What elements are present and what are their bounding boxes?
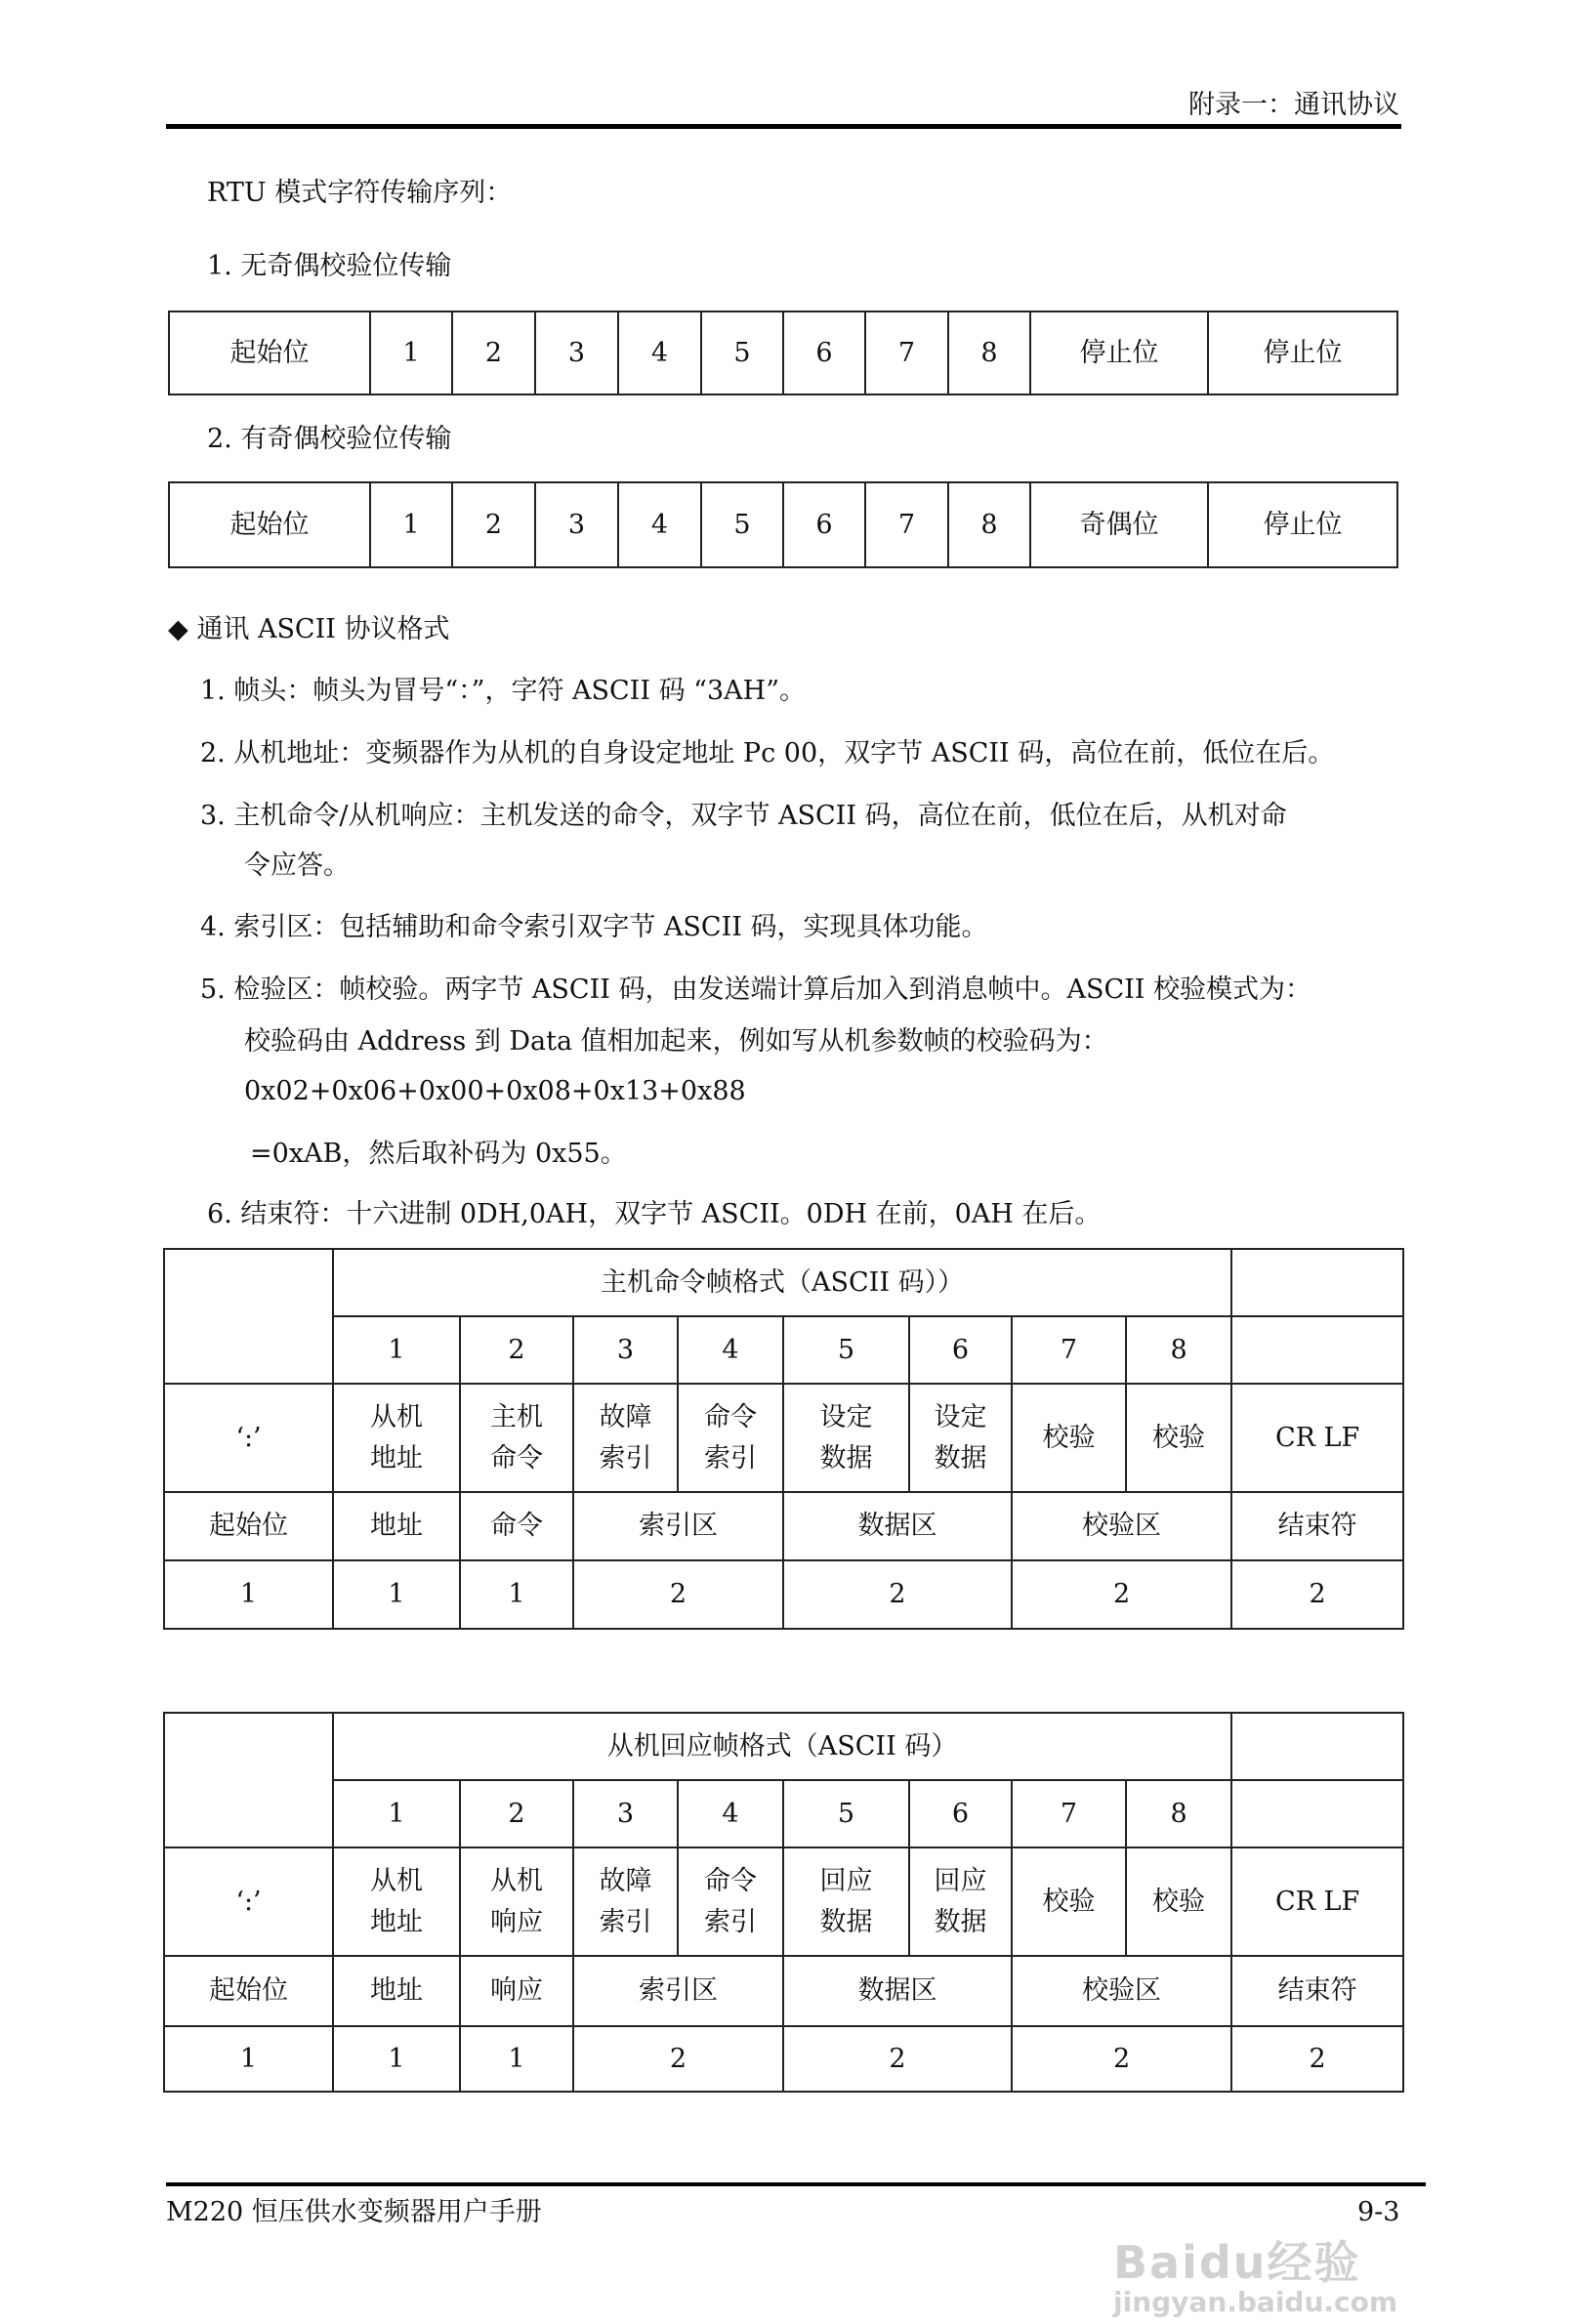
colon-cell: ‘:’ [164, 1847, 333, 1956]
cell-bit: 3 [535, 482, 618, 567]
empty-cell [164, 1249, 333, 1384]
cell-start-bit: 起始位 [169, 311, 370, 394]
empty-cell [164, 1713, 333, 1847]
byte-number: 8 [1126, 1780, 1231, 1847]
length-cell: 2 [783, 1560, 1012, 1629]
byte-number: 3 [573, 1780, 678, 1847]
length-cell: 2 [1012, 1560, 1231, 1629]
cell-stop-bit: 停止位 [1208, 482, 1397, 567]
cell-bit: 3 [535, 311, 618, 394]
zone-cell: 命令 [460, 1492, 573, 1560]
ascii-item-continued: 校验码由 Address 到 Data 值相加起来，例如写从机参数帧的校验码为： [244, 1026, 1108, 1057]
field-cell: 主机 命令 [460, 1384, 573, 1492]
field-cell: 校验 [1012, 1847, 1126, 1956]
zone-cell: 结束符 [1231, 1492, 1403, 1560]
cell-bit: 8 [948, 311, 1030, 394]
length-cell: 1 [460, 1560, 573, 1629]
checksum-formula: 0x02+0x06+0x00+0x08+0x13+0x88 [244, 1076, 746, 1106]
cell-parity-bit: 奇偶位 [1030, 482, 1208, 567]
byte-number: 6 [909, 1780, 1012, 1847]
cell-start-bit: 起始位 [169, 482, 370, 567]
field-cell: 从机 地址 [333, 1847, 460, 1956]
length-cell: 1 [460, 2026, 573, 2092]
field-cell: 从机 响应 [460, 1847, 573, 1956]
length-cell: 1 [333, 1560, 460, 1629]
cell-bit: 8 [948, 482, 1030, 567]
cell-bit: 4 [618, 482, 701, 567]
byte-number: 6 [909, 1316, 1012, 1384]
field-cell: 设定 数据 [909, 1384, 1012, 1492]
empty-cell [1231, 1249, 1403, 1316]
byte-number: 4 [678, 1316, 783, 1384]
zone-cell: 数据区 [783, 1492, 1012, 1560]
byte-number: 2 [460, 1780, 573, 1847]
crlf-cell: CR LF [1231, 1384, 1403, 1492]
rtu-no-parity-label: 1. 无奇偶校验位传输 [207, 251, 452, 281]
colon-cell: ‘:’ [164, 1384, 333, 1492]
zone-cell: 数据区 [783, 1956, 1012, 2026]
ascii-item: 5. 检验区：帧校验。两字节 ASCII 码，由发送端计算后加入到消息帧中。ASCII 校验模式为： [200, 975, 1312, 1005]
ascii-item: 1. 帧头：帧头为冒号“：”，字符 ASCII 码 “3AH”。 [200, 676, 807, 706]
rtu-with-parity-table [168, 481, 1398, 568]
rtu-with-parity-label: 2. 有奇偶校验位传输 [207, 424, 452, 454]
field-cell: 故障 索引 [573, 1847, 678, 1956]
zone-cell: 校验区 [1012, 1956, 1231, 2026]
empty-cell [1231, 1780, 1403, 1847]
footer-manual-title: M220 恒压供水变频器用户手册 [166, 2197, 542, 2227]
ascii-item: 2. 从机地址：变频器作为从机的自身设定地址 Pc 00，双字节 ASCII 码，高位在前，低位在后。 [200, 738, 1335, 768]
watermark-brand: Baidu经验 [1113, 2236, 1361, 2289]
ascii-item: 6. 结束符：十六进制 0DH,0AH，双字节 ASCII。0DH 在前，0AH 在后。 [207, 1199, 1102, 1229]
zone-cell: 地址 [333, 1956, 460, 2026]
field-cell: 校验 [1126, 1384, 1231, 1492]
cell-bit: 7 [865, 482, 948, 567]
byte-number: 3 [573, 1316, 678, 1384]
field-cell: 从机 地址 [333, 1384, 460, 1492]
cell-bit: 4 [618, 311, 701, 394]
byte-number: 1 [333, 1316, 460, 1384]
byte-number: 5 [783, 1780, 909, 1847]
ascii-item-continued: 令应答。 [244, 851, 350, 881]
table-title: 主机命令帧格式（ASCII 码）） [333, 1249, 1231, 1316]
zone-cell: 地址 [333, 1492, 460, 1560]
byte-number: 4 [678, 1780, 783, 1847]
byte-number: 1 [333, 1780, 460, 1847]
header-section-title: 附录一：通讯协议 [1188, 90, 1399, 120]
baidu-watermark-logo [1113, 2238, 1397, 2318]
ascii-item: 3. 主机命令/从机响应：主机发送的命令，双字节 ASCII 码，高位在前，低位在后，从机对命 [200, 801, 1287, 831]
empty-cell [1231, 1713, 1403, 1780]
length-cell: 2 [1231, 1560, 1403, 1629]
zone-cell: 起始位 [164, 1492, 333, 1560]
field-cell: 校验 [1012, 1384, 1126, 1492]
length-cell: 2 [573, 1560, 783, 1629]
cell-bit: 1 [370, 311, 452, 394]
cell-bit: 1 [370, 482, 452, 567]
byte-number: 8 [1126, 1316, 1231, 1384]
checksum-result: =0xAB，然后取补码为 0x55。 [250, 1139, 627, 1169]
field-cell: 命令 索引 [678, 1384, 783, 1492]
length-cell: 1 [164, 1560, 333, 1629]
byte-number: 7 [1012, 1780, 1126, 1847]
ascii-heading-text: 通讯 ASCII 协议格式 [196, 614, 450, 644]
cell-bit: 2 [452, 311, 535, 394]
ascii-item: 4. 索引区：包括辅助和命令索引双字节 ASCII 码，实现具体功能。 [200, 912, 988, 942]
length-cell: 1 [164, 2026, 333, 2092]
cell-stop-bit: 停止位 [1030, 311, 1208, 394]
cell-bit: 6 [783, 311, 865, 394]
header-rule [166, 124, 1401, 129]
diamond-bullet-icon: ◆ [168, 614, 197, 644]
field-cell: 故障 索引 [573, 1384, 678, 1492]
zone-cell: 响应 [460, 1956, 573, 2026]
zone-cell: 索引区 [573, 1956, 783, 2026]
cell-stop-bit: 停止位 [1208, 311, 1397, 394]
rtu-title: RTU 模式字符传输序列： [207, 178, 513, 208]
empty-cell [1231, 1316, 1403, 1384]
field-cell: 设定 数据 [783, 1384, 909, 1492]
byte-number: 7 [1012, 1316, 1126, 1384]
field-cell: 回应 数据 [783, 1847, 909, 1956]
crlf-cell: CR LF [1231, 1847, 1403, 1956]
footer-rule [166, 2182, 1426, 2186]
footer-page-number: 9-3 [1357, 2197, 1400, 2227]
zone-cell: 校验区 [1012, 1492, 1231, 1560]
table-title: 从机回应帧格式（ASCII 码） [333, 1713, 1231, 1780]
length-cell: 2 [573, 2026, 783, 2092]
length-cell: 1 [333, 2026, 460, 2092]
watermark-url: jingyan.baidu.com [1113, 2286, 1398, 2318]
zone-cell: 索引区 [573, 1492, 783, 1560]
field-cell: 校验 [1126, 1847, 1231, 1956]
field-cell: 回应 数据 [909, 1847, 1012, 1956]
cell-bit: 7 [865, 311, 948, 394]
cell-bit: 6 [783, 482, 865, 567]
zone-cell: 起始位 [164, 1956, 333, 2026]
byte-number: 5 [783, 1316, 909, 1384]
master-command-frame-table [163, 1248, 1404, 1630]
zone-cell: 结束符 [1231, 1956, 1403, 2026]
ascii-heading [168, 614, 450, 645]
length-cell: 2 [1012, 2026, 1231, 2092]
length-cell: 2 [783, 2026, 1012, 2092]
cell-bit: 5 [701, 482, 783, 567]
cell-bit: 5 [701, 311, 783, 394]
byte-number: 2 [460, 1316, 573, 1384]
rtu-no-parity-table [168, 311, 1398, 395]
slave-response-frame-table [163, 1712, 1404, 2093]
field-cell: 命令 索引 [678, 1847, 783, 1956]
cell-bit: 2 [452, 482, 535, 567]
length-cell: 2 [1231, 2026, 1403, 2092]
